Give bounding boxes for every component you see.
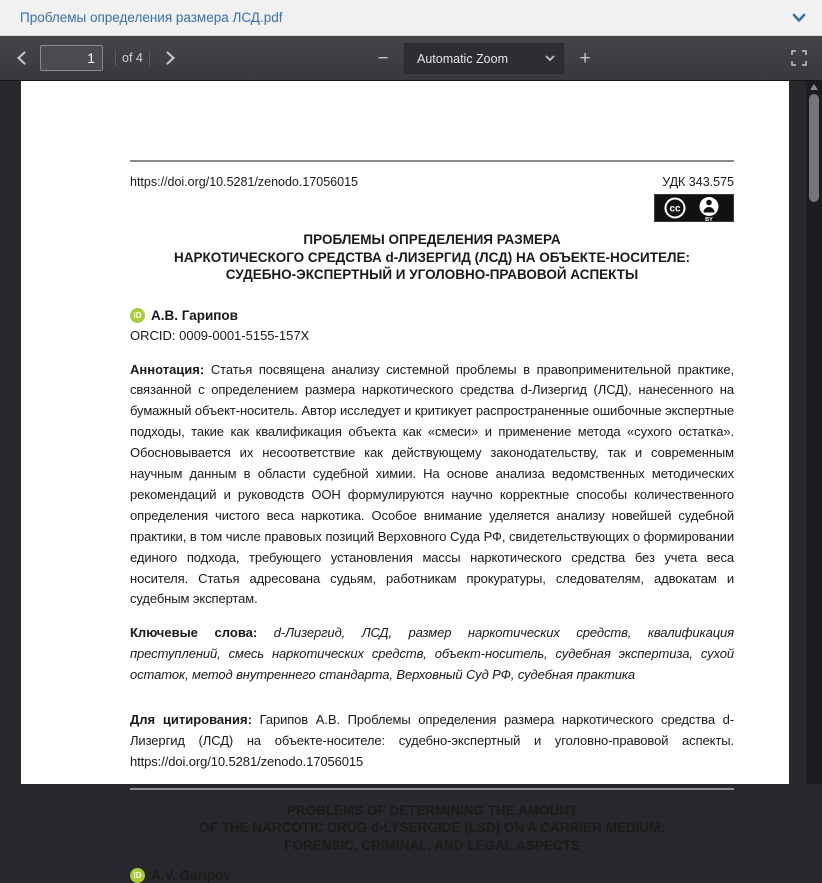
doi-link[interactable]: https://doi.org/10.5281/zenodo.17056015	[130, 175, 358, 189]
citation-label: Для цитирования:	[130, 712, 252, 728]
bottom-rule	[130, 788, 734, 790]
toolbar-separator	[115, 50, 116, 66]
udk-label: УДК 343.575	[662, 175, 734, 189]
zoom-controls	[368, 36, 600, 81]
keywords-label: Ключевые слова:	[130, 625, 258, 641]
vertical-scrollbar[interactable]	[806, 81, 822, 784]
keywords-text: d-Лизергид, ЛСД, размер наркотических средств, квалификация преступлений, смесь наркотических средств, объект-носитель, судебная экспертиза, сухой остаток, метод внутреннего стандарта, Верховный Суд РФ, судебная практика	[130, 625, 735, 683]
plus-icon: +	[579, 48, 591, 69]
keywords-paragraph	[130, 623, 734, 686]
page-count-label: of 4	[122, 51, 143, 65]
zoom-level-select[interactable]	[404, 43, 564, 74]
svg-text:cc: cc	[669, 203, 681, 215]
chevron-down-icon[interactable]	[792, 13, 806, 23]
scrollbar-thumb[interactable]	[809, 94, 819, 202]
abstract-text: Статья посвящена анализу системной проблемы в правоприменительной практике, связанной с определением размера наркотического средства d-Лизергид (ЛСД), нанесенного на бумажный объект-носитель. Автор исследует и критикует распространенные ошибочные экспертные подходы, такие как квалификация объекта как «смеси» и применение метода «сухого остатка». Обосновывается их несоответствие как действующему законодательству, так и современным научным данным в области судебной химии. На основе анализа ведомственных методических рекомендаций и руководств ООН формулируются научно корректные способы количественного определения чистого веса наркотика. Особое внимание уделяется анализу новейшей судебной практики, в том числе правовых позиций Верховного Суда РФ, свидетельствующих о формировании единого подхода, требующего установления массы наркотического средства без учета веса носителя. Статья адресована судьям, работникам прокуратуры, следователям, адвокатам и судебным экспертам.	[130, 361, 734, 607]
cc-by-badge-icon	[654, 194, 734, 222]
orcid-icon[interactable]: iD	[130, 868, 145, 883]
toolbar-separator	[149, 50, 150, 66]
minus-icon: −	[377, 48, 389, 69]
pdf-viewer	[0, 81, 822, 883]
doi-udk-row	[130, 175, 734, 189]
svg-text:BY: BY	[705, 217, 713, 223]
author-row-en	[130, 868, 734, 883]
citation-text: Гарипов А.В. Проблемы определения размера наркотического средства d-Лизергид (ЛСД) на объекте-носителе: судебно-экспертный и уголовно-правовой аспекты. https://doi.org/10.5281/zenodo.17056015	[130, 712, 734, 769]
pdf-toolbar	[0, 36, 822, 81]
author-name-en: A.V. Garipov	[151, 868, 231, 883]
top-rule	[130, 160, 734, 162]
author-row-ru	[130, 308, 734, 323]
author-name-ru: А.В. Гарипов	[151, 307, 238, 323]
pdf-page	[21, 81, 789, 883]
zoom-level-value: Automatic Zoom	[417, 51, 509, 66]
orcid-id-line: ORCID: 0009-0001-5155-157X	[130, 327, 310, 343]
previous-page-button[interactable]	[6, 43, 36, 73]
zoom-in-button[interactable]	[570, 44, 600, 74]
abstract-paragraph	[130, 360, 734, 611]
file-title-bar	[0, 0, 822, 36]
license-badge-row	[130, 194, 734, 222]
file-name: Проблемы определения размера ЛСД.pdf	[20, 10, 283, 25]
abstract-label: Аннотация:	[130, 361, 205, 377]
fullscreen-icon	[791, 50, 807, 66]
chevron-down-icon	[545, 55, 555, 62]
article-title-en: PROBLEMS OF DETERMINING THE AMOUNT OF THE NARCOTIC DRUG d-LYSERGIDE (LSD) ON A CARRIER MEDIUM: FORENSIC, CRIMINAL, AND LEGAL ASPECTS	[199, 802, 665, 853]
next-page-button[interactable]	[156, 43, 186, 73]
orcid-icon[interactable]: iD	[130, 308, 145, 323]
citation-paragraph	[130, 710, 734, 773]
zoom-out-button[interactable]	[368, 44, 398, 74]
article-title-ru: ПРОБЛЕМЫ ОПРЕДЕЛЕНИЯ РАЗМЕРА НАРКОТИЧЕСКОГО СРЕДСТВА d-ЛИЗЕРГИД (ЛСД) НА ОБЪЕКТЕ-НОСИТЕЛЕ: СУДЕБНО-ЭКСПЕРТНЫЙ И УГОЛОВНО-ПРАВОВОЙ АСПЕКТЫ	[174, 232, 690, 282]
presentation-mode-button[interactable]	[784, 43, 814, 73]
page-number-input[interactable]	[40, 45, 103, 71]
scroll-up-arrow-icon[interactable]	[810, 84, 818, 90]
